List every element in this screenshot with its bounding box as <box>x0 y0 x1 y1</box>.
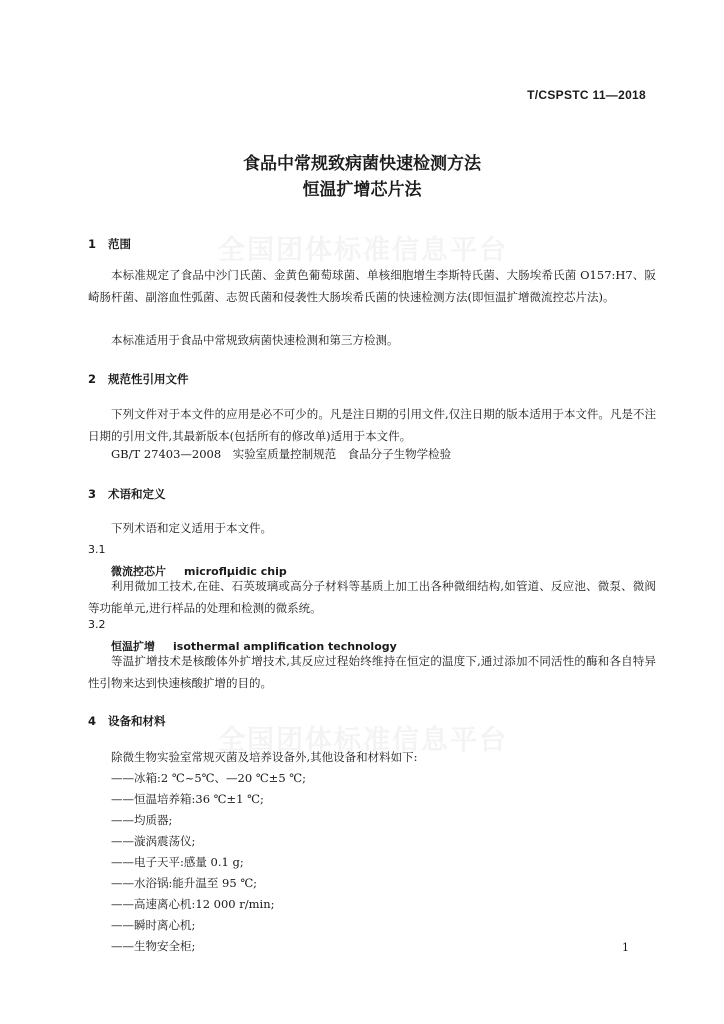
section-title: 术语和定义 <box>108 487 166 501</box>
equipment-list-item: ——恒温培养箱:36 ℃±1 ℃; <box>111 792 264 806</box>
section-title: 规范性引用文件 <box>108 372 189 386</box>
equipment-list-item: ——高速离心机:12 000 r/min; <box>111 897 275 911</box>
document-subtitle: 恒温扩增芯片法 <box>302 180 422 200</box>
term-english: isothermal amplification technology <box>173 640 397 653</box>
section-number: 3 <box>88 487 97 501</box>
equipment-list-item: ——电子天平:感量 0.1 g; <box>111 855 244 869</box>
term-3-2-definition: 等温扩增技术是核酸体外扩增技术,其反应过程始终维持在恒定的温度下,通过添加不同活性的酶和各自特异性引物来达到快速核酸扩增的目的。 <box>88 654 656 690</box>
equipment-list-item: ——均质器; <box>111 813 173 827</box>
section-4-heading <box>88 713 166 729</box>
page-number: 1 <box>622 941 629 954</box>
equipment-list-item: ——生物安全柜; <box>111 939 196 953</box>
term-3-1-definition: 利用微加工技术,在硅、石英玻璃或高分子材料等基质上加工出各种微细结构,如管道、反应池、微泵、微阀等功能单元,进行样品的处理和检测的微系统。 <box>88 579 656 615</box>
section-3-intro: 下列术语和定义适用于本文件。 <box>111 521 272 535</box>
section-title: 范围 <box>108 237 131 251</box>
document-title: 食品中常规致病菌快速检测方法 <box>243 154 481 174</box>
section-number: 4 <box>88 714 97 728</box>
section-title: 设备和材料 <box>108 714 166 728</box>
section-2-heading <box>88 371 189 387</box>
section-3-heading <box>88 486 166 502</box>
section-2-paragraph: 下列文件对于本文件的应用是必不可少的。凡是注日期的引用文件,仅注日期的版本适用于本文件。凡是不注日期的引用文件,其最新版本(包括所有的修改单)适用于本文件。 <box>88 407 656 443</box>
equipment-list-item: ——水浴锅:能升温至 95 ℃; <box>111 876 258 890</box>
section-1-scope-paragraph: 本标准适用于食品中常规致病菌快速检测和第三方检测。 <box>111 333 399 347</box>
section-number: 1 <box>88 237 97 251</box>
term-english: microflμidic chip <box>184 565 287 578</box>
section-1-heading <box>88 236 131 252</box>
watermark-top: 全国团体标准信息平台 <box>218 235 508 266</box>
watermark-bottom: 全国团体标准信息平台 <box>218 725 508 756</box>
equipment-list-item: ——冰箱:2 ℃~5℃、—20 ℃±5 ℃; <box>111 771 307 785</box>
equipment-list-item: ——瞬时离心机; <box>111 918 196 932</box>
section-number: 2 <box>88 372 97 386</box>
term-chinese: 微流控芯片 <box>111 565 166 578</box>
term-3-1-number: 3.1 <box>88 543 106 556</box>
normative-reference: GB/T 27403—2008 实验室质量控制规范 食品分子生物学检验 <box>111 447 452 461</box>
section-1-paragraph: 本标准规定了食品中沙门氏菌、金黄色葡萄球菌、单核细胞增生李斯特氏菌、大肠埃希氏菌 O157:H7、阪崎肠杆菌、副溶血性弧菌、志贺氏菌和侵袭性大肠埃希氏菌的快速检测方法(即恒温扩增微流控芯片法)。 <box>88 268 656 304</box>
term-3-2-number: 3.2 <box>88 618 106 631</box>
section-4-intro: 除微生物实验室常规灭菌及培养设备外,其他设备和材料如下: <box>111 750 418 764</box>
equipment-list-item: ——漩涡震荡仪; <box>111 834 196 848</box>
term-chinese: 恒温扩增 <box>111 640 155 653</box>
standard-id: T/CSPSTC 11—2018 <box>527 88 646 102</box>
